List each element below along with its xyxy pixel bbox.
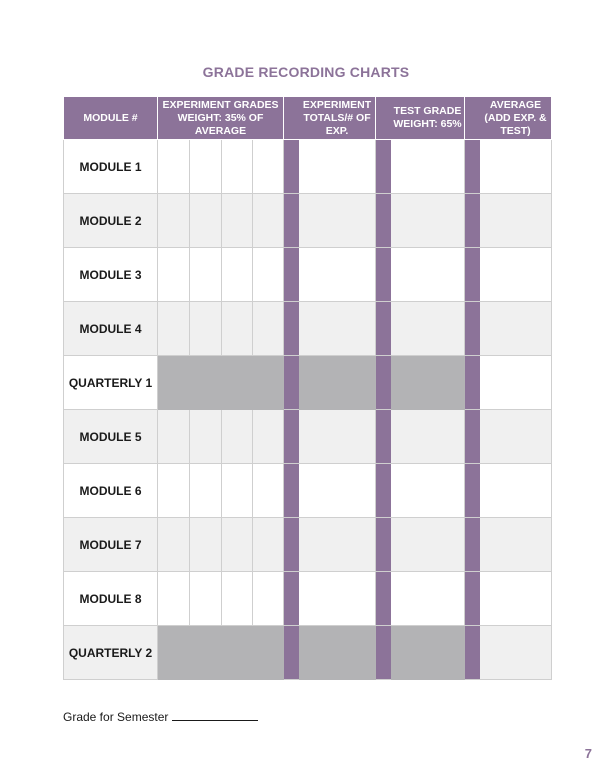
column-separator <box>465 194 480 248</box>
experiment-totals-cell[interactable] <box>299 140 376 194</box>
column-separator <box>284 572 299 626</box>
module-row <box>64 464 552 518</box>
module-row <box>64 572 552 626</box>
module-row <box>64 302 552 356</box>
column-separator <box>284 410 299 464</box>
test-grade-cell[interactable] <box>391 410 465 464</box>
column-separator <box>376 302 391 356</box>
column-separator <box>284 626 299 680</box>
column-separator <box>376 248 391 302</box>
experiment-grade-cell[interactable] <box>190 194 222 248</box>
column-separator <box>465 302 480 356</box>
column-separator <box>376 464 391 518</box>
column-separator <box>465 626 480 680</box>
header-average: AVERAGE (ADD EXP. & TEST) <box>480 97 552 140</box>
experiment-grade-cell[interactable] <box>190 410 222 464</box>
quarterly-row <box>64 626 552 680</box>
semester-grade-blank[interactable] <box>172 709 258 721</box>
experiment-totals-cell[interactable] <box>299 194 376 248</box>
column-separator <box>376 194 391 248</box>
experiment-grade-cell[interactable] <box>222 464 253 518</box>
experiment-grade-cell[interactable] <box>158 464 190 518</box>
column-separator <box>376 410 391 464</box>
column-separator <box>284 97 299 140</box>
experiment-grade-cell[interactable] <box>222 248 253 302</box>
row-label: QUARTERLY 2 <box>64 626 158 680</box>
experiment-grade-cell[interactable] <box>222 518 253 572</box>
average-cell[interactable] <box>480 626 552 680</box>
quarterly-row <box>64 356 552 410</box>
row-label: MODULE 4 <box>64 302 158 356</box>
experiment-grade-cell[interactable] <box>158 572 190 626</box>
experiment-grade-cell[interactable] <box>190 248 222 302</box>
average-cell[interactable] <box>480 410 552 464</box>
test-grade-cell[interactable] <box>391 140 465 194</box>
experiment-grades-cell <box>158 356 284 410</box>
experiment-grade-cell[interactable] <box>253 410 284 464</box>
row-label: QUARTERLY 1 <box>64 356 158 410</box>
experiment-grade-cell[interactable] <box>158 302 190 356</box>
experiment-totals-cell <box>299 626 376 680</box>
header-experiment-grades: EXPERIMENT GRADES WEIGHT: 35% OF AVERAGE <box>158 97 284 140</box>
experiment-totals-cell[interactable] <box>299 302 376 356</box>
module-row <box>64 518 552 572</box>
experiment-grade-cell[interactable] <box>222 194 253 248</box>
experiment-grades-cell <box>158 626 284 680</box>
average-cell[interactable] <box>480 248 552 302</box>
column-separator <box>465 248 480 302</box>
column-separator <box>284 302 299 356</box>
column-separator <box>376 97 391 140</box>
experiment-grade-cell[interactable] <box>158 518 190 572</box>
test-grade-cell[interactable] <box>391 464 465 518</box>
experiment-grade-cell[interactable] <box>253 194 284 248</box>
experiment-totals-cell[interactable] <box>299 248 376 302</box>
experiment-grade-cell[interactable] <box>253 302 284 356</box>
experiment-grade-cell[interactable] <box>253 518 284 572</box>
experiment-grade-cell[interactable] <box>253 464 284 518</box>
experiment-totals-cell <box>299 356 376 410</box>
experiment-totals-cell[interactable] <box>299 410 376 464</box>
test-grade-cell[interactable] <box>391 572 465 626</box>
row-label: MODULE 5 <box>64 410 158 464</box>
test-grade-cell[interactable] <box>391 518 465 572</box>
module-row <box>64 410 552 464</box>
average-cell[interactable] <box>480 572 552 626</box>
column-separator <box>284 464 299 518</box>
experiment-grade-cell[interactable] <box>253 140 284 194</box>
average-cell[interactable] <box>480 194 552 248</box>
experiment-totals-cell[interactable] <box>299 518 376 572</box>
experiment-grade-cell[interactable] <box>253 248 284 302</box>
header-experiment-totals: EXPERIMENT TOTALS/# OF EXP. <box>299 97 376 140</box>
column-separator <box>284 518 299 572</box>
average-cell[interactable] <box>480 464 552 518</box>
column-separator <box>465 410 480 464</box>
row-label: MODULE 3 <box>64 248 158 302</box>
experiment-grade-cell[interactable] <box>222 572 253 626</box>
header-module: MODULE # <box>64 97 158 140</box>
column-separator <box>284 356 299 410</box>
module-row <box>64 248 552 302</box>
column-separator <box>465 140 480 194</box>
experiment-grade-cell[interactable] <box>253 572 284 626</box>
column-separator <box>284 194 299 248</box>
column-separator <box>376 626 391 680</box>
test-grade-cell[interactable] <box>391 248 465 302</box>
experiment-grade-cell[interactable] <box>222 140 253 194</box>
experiment-grade-cell[interactable] <box>222 302 253 356</box>
average-cell[interactable] <box>480 518 552 572</box>
grade-recording-table <box>63 97 552 680</box>
average-cell[interactable] <box>480 302 552 356</box>
column-separator <box>376 140 391 194</box>
column-separator <box>465 518 480 572</box>
test-grade-cell[interactable] <box>391 194 465 248</box>
semester-grade-line <box>63 709 258 724</box>
experiment-grade-cell[interactable] <box>222 410 253 464</box>
experiment-grade-cell[interactable] <box>190 464 222 518</box>
experiment-totals-cell[interactable] <box>299 572 376 626</box>
header-row <box>64 97 552 140</box>
column-separator <box>465 464 480 518</box>
experiment-grade-cell[interactable] <box>190 140 222 194</box>
test-grade-cell[interactable] <box>391 302 465 356</box>
row-label: MODULE 8 <box>64 572 158 626</box>
column-separator <box>376 356 391 410</box>
test-grade-cell <box>391 626 465 680</box>
row-label: MODULE 1 <box>64 140 158 194</box>
experiment-grade-cell[interactable] <box>190 302 222 356</box>
experiment-grade-cell[interactable] <box>190 572 222 626</box>
column-separator <box>465 97 480 140</box>
experiment-grade-cell[interactable] <box>158 140 190 194</box>
experiment-grade-cell[interactable] <box>158 248 190 302</box>
row-label: MODULE 7 <box>64 518 158 572</box>
column-separator <box>376 518 391 572</box>
column-separator <box>465 356 480 410</box>
module-row <box>64 194 552 248</box>
experiment-grade-cell[interactable] <box>158 194 190 248</box>
column-separator <box>284 140 299 194</box>
semester-grade-label: Grade for Semester <box>63 710 169 724</box>
module-row <box>64 140 552 194</box>
page-number: 7 <box>584 746 592 761</box>
average-cell[interactable] <box>480 140 552 194</box>
row-label: MODULE 6 <box>64 464 158 518</box>
column-separator <box>465 572 480 626</box>
experiment-totals-cell[interactable] <box>299 464 376 518</box>
row-label: MODULE 2 <box>64 194 158 248</box>
column-separator <box>284 248 299 302</box>
column-separator <box>376 572 391 626</box>
header-test-grade: TEST GRADE WEIGHT: 65% <box>391 97 465 140</box>
test-grade-cell <box>391 356 465 410</box>
average-cell[interactable] <box>480 356 552 410</box>
page-title: GRADE RECORDING CHARTS <box>202 64 410 80</box>
experiment-grade-cell[interactable] <box>190 518 222 572</box>
experiment-grade-cell[interactable] <box>158 410 190 464</box>
